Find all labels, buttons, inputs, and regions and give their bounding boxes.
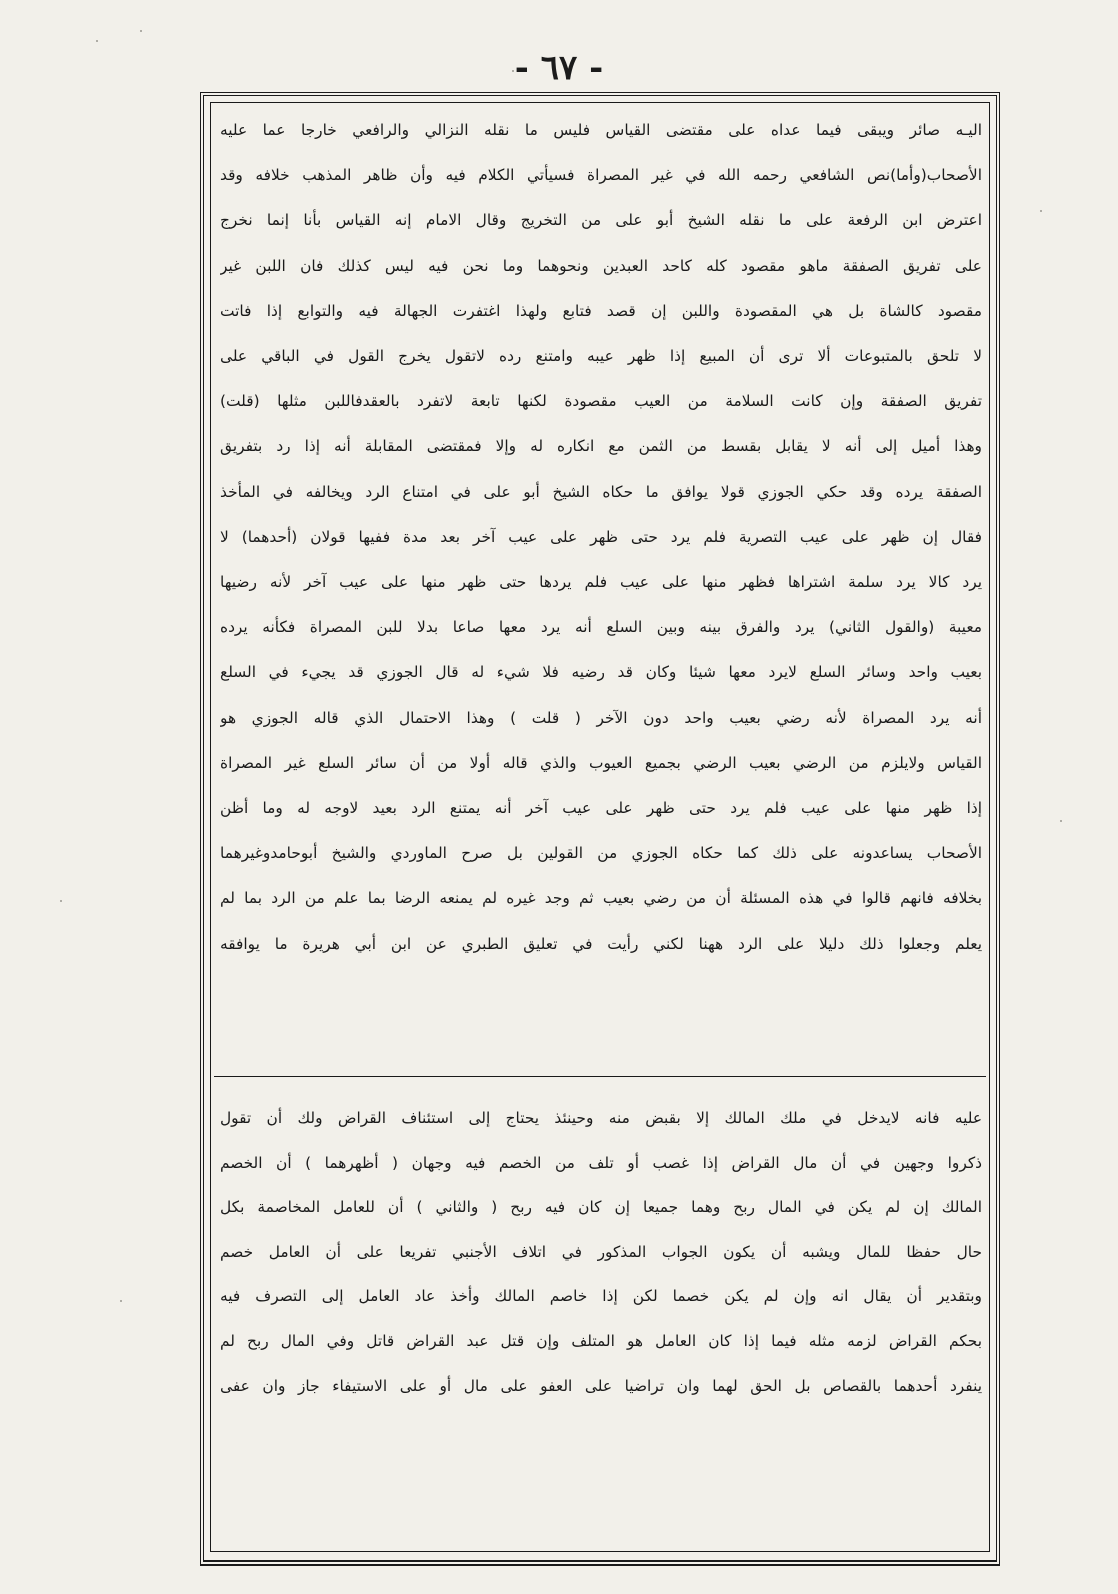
footnote-text-line: ينفرد أحدهما بالقصاص بل الحق لهما وان تراضيا على العفو على مال أو على الاستيفاء جاز وان عفى [220, 1376, 982, 1395]
footnote-text-line: حال حفظا للمال ويشبه أن يكون الجواب المذكور في اتلاف الأجنبي تفريعا على أن العامل خصم [220, 1242, 982, 1261]
footnote-text-line: وبتقدير أن يقال انه وإن لم يكن خصما لكن إذا خاصم المالك وأخذ عاد العامل إلى التصرف فيه [220, 1287, 982, 1306]
paper-speck [96, 40, 98, 42]
main-text-line: القياس ولايلزم من الرضي بعيب الرضي بجميع العيوب والذي قاله أولا من أن سائر السلع غير المصراة [220, 753, 982, 772]
footnote-text-line: بحكم القراض لزمه مثله فيما إذا كان العامل هو المتلف وإن قتل عبد القراض قاتل وفي المال ربح لم [220, 1331, 982, 1350]
main-text-line: بعيب واحد وسائر السلع لايرد معها شيئا وكان قد رضيه فلا شيء له قال الجوزي قد يجيء في السلع [220, 663, 982, 682]
paper-speck [120, 1300, 122, 1302]
main-text-line: الأصحاب(وأما)نص الشافعي رحمه الله في غير المصراة فسيأتي الكلام فيه وأن ظاهر المذهب خلافه وقد [220, 166, 982, 185]
page-frame [200, 92, 1000, 1566]
main-text-line: فقال إن ظهر على عيب التصرية فلم يرد حتى ظهر على عيب آخر بعد مدة ففيها قولان (أحدهما) لا [220, 527, 982, 546]
main-text-line: تفريق الصفقة وإن كانت السلامة من العيب مقصودة لكنها تابعة لاتفرد بالعقدفاللبن مثلها (قلت) [220, 392, 982, 411]
paper-speck [1040, 210, 1042, 212]
footnote-divider [214, 1076, 986, 1077]
footnote-text-line: عليه فانه لايدخل في ملك المالك إلا بقبض منه وحينئذ يحتاج إلى استئناف القراض ولك أن تقول [220, 1109, 982, 1127]
paper-speck [1060, 820, 1062, 822]
main-text-line: على تفريق الصفقة ماهو مقصود كله كاحد العبدين ونحوهما وما نحن فيه ليس كذلك فان اللبن غير [220, 256, 982, 275]
main-text-line: اعترض ابن الرفعة على ما نقله الشيخ أبو على من التخريج وقال الامام إنه القياس بأنا إنما نخرج [220, 211, 982, 230]
page-number: - ٦٧ - [514, 48, 604, 88]
footnote-text-line: المالك إن لم يكن في المال ربح وهما جميعا إن كان فيه ربح ( والثاني ) أن للعامل المخاصمة بكل [220, 1198, 982, 1217]
paper-speck [512, 70, 514, 72]
main-text-line: اليـه صائر ويبقى فيما عداه على مقتضى القياس فليس ما نقله النزالي والرافعي خارجا عما عليه [220, 121, 982, 139]
main-text-line: بخلافه فانهم قالوا في هذه المسئلة أن من رضي بعيب ثم وجد غيره لم يمنعه الرضا بما علم من الرد بما لم [220, 889, 982, 908]
paper-speck [60, 900, 62, 902]
main-text-line: وهذا أميل إلى أنه لا يقابل بقسط من الثمن مع انكاره له وإلا فمقتضى المقابلة أنه إذا رد بتفريق [220, 437, 982, 456]
footnote-text-line: ذكروا وجهين في أن مال القراض إذا غصب أو تلف من الخصم فيه وجهان ( أظهرهما ) أن الخصم [220, 1153, 982, 1172]
main-text-line: معيبة (والقول الثاني) يرد والفرق بينه وبين السلع أنه يرد معها صاعا بدلا للبن المصراة فكأنه يرده [220, 618, 982, 637]
paper-speck [140, 30, 142, 32]
main-text-line: يعلم وجعلوا ذلك دليلا على الرد ههنا لكني رأيت في تعليق الطبري عن ابن أبي هريرة ما يوافقه [220, 934, 982, 953]
main-text-block [220, 108, 982, 967]
main-text-line: لا تلحق بالمتبوعات ألا ترى أن المبيع إذا ظهر عيبه وامتنع رده لاتقول يخرج القول في الباقي على [220, 347, 982, 366]
footnote-text-block [220, 1096, 982, 1408]
main-text-line: الأصحاب يساعدونه على ذلك كما حكاه الجوزي من القولين بل صرح الماوردي والشيخ أبوحامدوغيرهما [220, 844, 982, 863]
main-text-line: الصفقة يرده وقد حكي الجوزي قولا يوافق ما حكاه الشيخ أبو على في امتناع الرد ويخالفه في المأخذ [220, 482, 982, 501]
main-text-line: مقصود كالشاة بل هي المقصودة واللبن إن قصد فتابع ولهذا اغتفرت الجهالة فيه والتوابع إذا فاتت [220, 301, 982, 320]
main-text-line: أنه يرد المصراة لأنه رضي بعيب واحد دون الآخر ( قلت ) وهذا الاحتمال الذي قاله الجوزي هو [220, 708, 982, 727]
main-text-line: يرد كالا يرد سلمة اشتراها فظهر منها على عيب فلم يردها حتى ظهر منها على عيب آخر لأنه رضيها [220, 573, 982, 592]
main-text-line: إذا ظهر منها على عيب فلم يرد حتى ظهر على عيب آخر أنه يمتنع الرد بعيد لاوجه له وما أظن [220, 799, 982, 818]
